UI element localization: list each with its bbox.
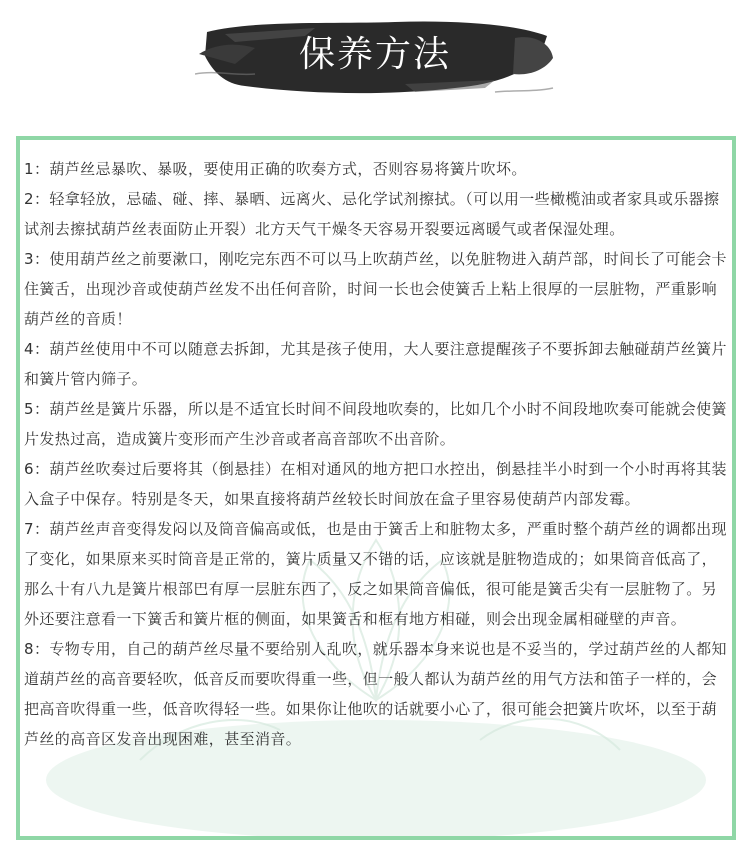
care-item-4: 4：葫芦丝使用中不可以随意去拆卸，尤其是孩子使用，大人要注意提醒孩子不要拆卸去触碰葫芦丝簧片和簧片管内筛子。: [24, 340, 727, 388]
care-item-2: 2：轻拿轻放，忌磕、碰、摔、暴晒、远离火、忌化学试剂擦拭。（可以用一些橄榄油或者家具或乐器擦试剂去擦拭葫芦丝表面防止开裂）北方天气干燥冬天容易开裂要远离暖气或者保湿处理。: [24, 190, 720, 238]
care-item-1: 1：葫芦丝忌暴吹、暴吸，要使用正确的吹奏方式，否则容易将簧片吹坏。: [24, 160, 527, 178]
care-item-8: 8：专物专用，自己的葫芦丝尽量不要给别人乱吹，就乐器本身来说也是不妥当的，学过葫芦丝的人都知道葫芦丝的高音要轻吹，低音反而要吹得重一些，但一般人都认为葫芦丝的用气方法和笛子一样的，会把高音吹得重一些，低音吹得轻一些。如果你让他吹的话就要小心了，很可能会把簧片吹坏，以至于葫芦丝的高音区发音出现困难，甚至消音。: [24, 640, 727, 748]
care-item-6: 6：葫芦丝吹奏过后要将其（倒悬挂）在相对通风的地方把口水控出，倒悬挂半小时到一个小时再将其装入盒子中保存。特别是冬天，如果直接将葫芦丝较长时间放在盒子里容易使葫芦内部发霉。: [24, 460, 727, 508]
care-instructions: [24, 154, 730, 754]
care-item-7: 7：葫芦丝声音变得发闷以及筒音偏高或低，也是由于簧舌上和脏物太多，严重时整个葫芦丝的调都出现了变化，如果原来买时筒音是正常的，簧片质量又不错的话，应该就是脏物造成的；如果筒音低高了，那么十有八九是簧片根部巴有厚一层脏东西了，反之如果筒音偏低，很可能是簧舌尖有一层脏物了。另外还要注意看一下簧舌和簧片框的侧面，如果簧舌和框有地方相碰，则会出现金属相碰壁的声音。: [24, 520, 727, 628]
content-panel: [16, 136, 736, 840]
care-item-3: 3：使用葫芦丝之前要漱口，刚吃完东西不可以马上吹葫芦丝，以免脏物进入葫芦部，时间长了可能会卡住簧舌，出现沙音或使葫芦丝发不出任何音阶，时间一长也会使簧舌上粘上很厚的一层脏物，严重影响葫芦丝的音质！: [24, 250, 727, 328]
page-title: 保养方法: [298, 34, 451, 75]
page-header: [0, 0, 750, 110]
care-item-5: 5：葫芦丝是簧片乐器，所以是不适宜长时间不间段地吹奏的，比如几个小时不间段地吹奏可能就会使簧片发热过高，造成簧片变形而产生沙音或者高音部吹不出音阶。: [24, 400, 727, 448]
